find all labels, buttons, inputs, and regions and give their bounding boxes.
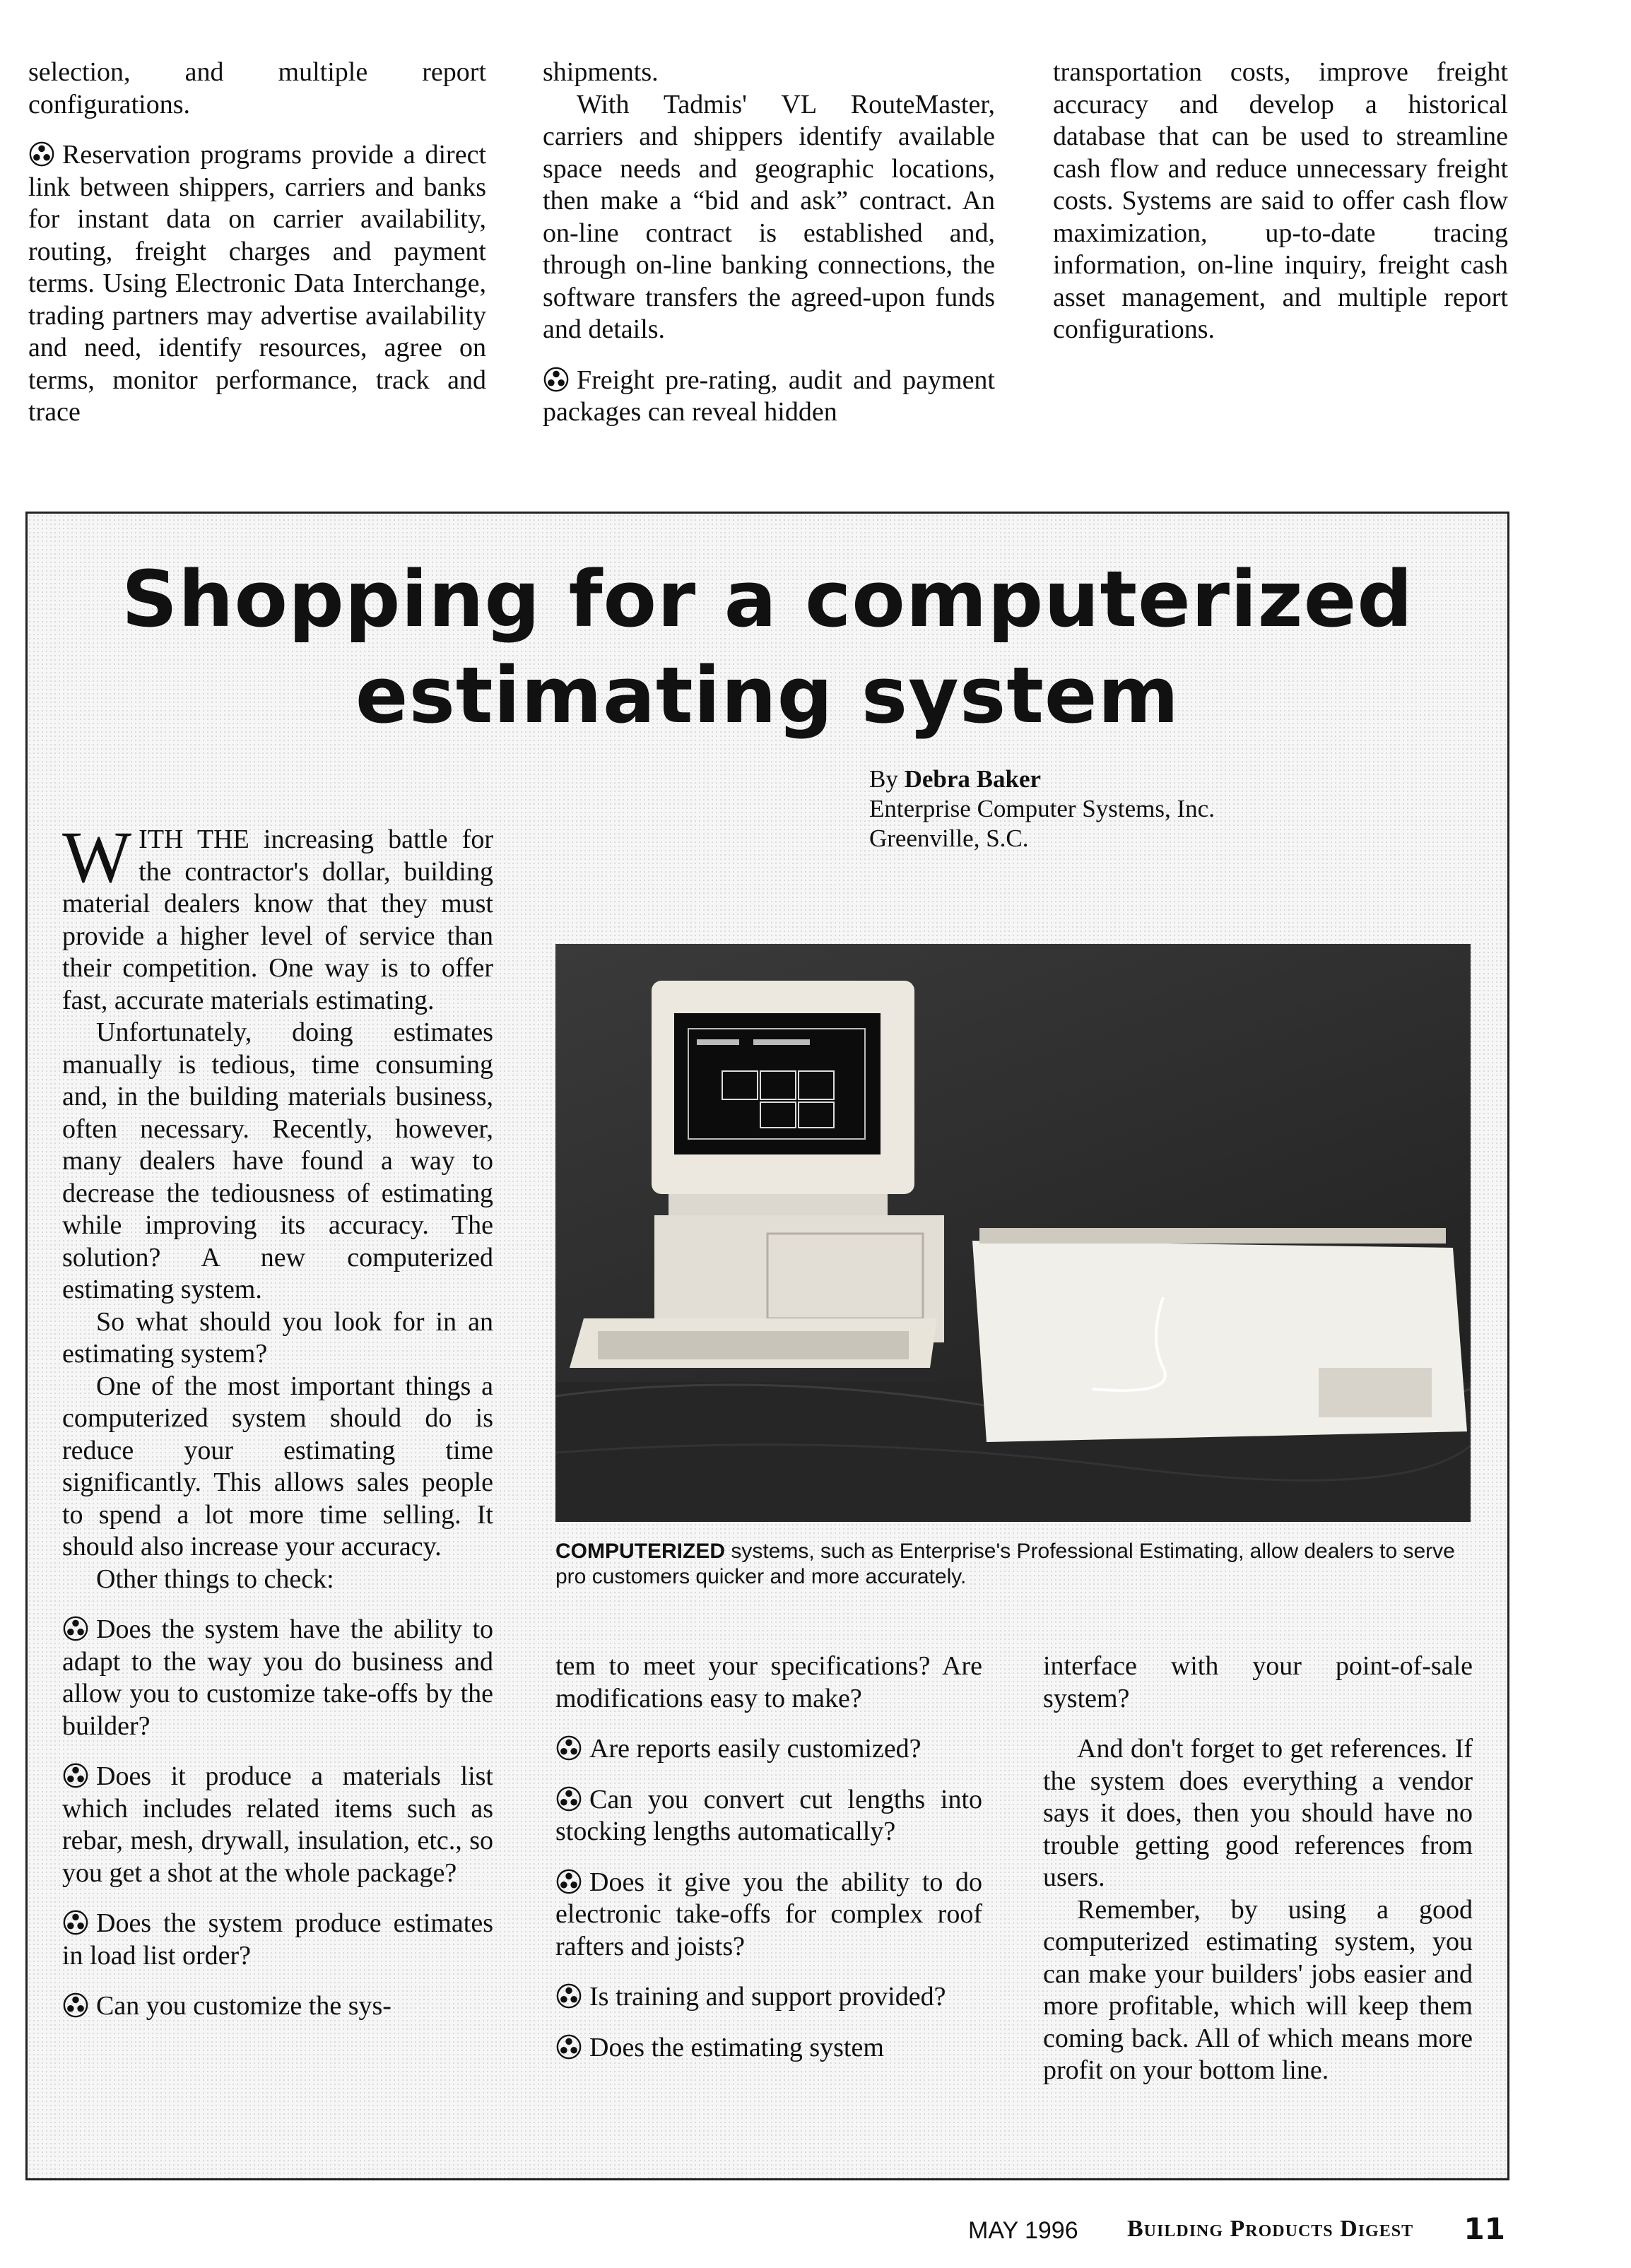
- trefoil-bullet-icon: [555, 1735, 582, 1761]
- photo-illustration: [555, 944, 1471, 1522]
- page-footer: [968, 2211, 1505, 2247]
- checklist-item: Is training and support provided?: [555, 1981, 982, 2014]
- checklist-item: Can you convert cut lengths into stocking lengths automatically?: [555, 1784, 982, 1846]
- headline-line-1: Shopping for a computerized: [121, 554, 1414, 644]
- paragraph: selection, and multiple report configurations.: [28, 57, 486, 119]
- byline: [869, 764, 1215, 854]
- byline-by: By: [869, 765, 898, 793]
- checklist-item: Does the estimating system: [555, 2032, 982, 2065]
- issue-date: MAY 1996: [968, 2217, 1078, 2244]
- caption-lead: COMPUTERIZED: [555, 1540, 725, 1563]
- paragraph: interface with your point-of-sale system?: [1043, 1651, 1473, 1713]
- trefoil-bullet-icon: [555, 1785, 582, 1812]
- trefoil-bullet-icon: [62, 1909, 89, 1936]
- top-column-2: [543, 57, 995, 429]
- trefoil-bullet-icon: [555, 2033, 582, 2060]
- paragraph: tem to meet your specifications? Are modifications easy to make?: [555, 1651, 982, 1713]
- paragraph: transportation costs, improve freight accuracy and develop a historical database that can be used to streamline cash flow and reduce unnecessary freight costs. Systems are said to offer cash flow maximization, up-to-date tracing information, on-line inquiry, freight cash asset management, and multiple report configurations.: [1053, 57, 1508, 344]
- trefoil-bullet-icon: [555, 1868, 582, 1895]
- top-column-3: [1053, 57, 1508, 346]
- byline-company: Enterprise Computer Systems, Inc.: [869, 795, 1215, 822]
- top-column-1: [28, 57, 486, 429]
- checklist-item: Can you customize the sys-: [62, 1990, 493, 2023]
- photo-caption: [555, 1539, 1474, 1590]
- paragraph: So what should you look for in an estimating system?: [62, 1306, 493, 1369]
- paragraph: And don't forget to get references. If the system does everything a vendor says it does, then you should have no trouble getting good references from users.: [1043, 1734, 1473, 1892]
- trefoil-bullet-icon: [62, 1762, 89, 1789]
- page-number: 11: [1464, 2211, 1505, 2246]
- trefoil-bullet-icon: [543, 366, 570, 393]
- trefoil-bullet-icon: [62, 1615, 89, 1642]
- drop-cap: W: [62, 817, 132, 898]
- article-column-right: [1043, 1650, 1473, 2087]
- article-column-middle: [555, 1650, 982, 2064]
- opening-paragraph: WITH THE increasing battle for the contractor's dollar, building material dealers know that they must provide a higher level of service than their competition. One way is to offer fast, accurate materials estimating.: [62, 817, 493, 1015]
- bullet-paragraph: Reservation programs provide a direct link between shippers, carriers and banks for instant data on carrier availability, routing, freight charges and payment terms. Using Electronic Data Interchange, trading partners may advertise availability and need, identify resources, agree on terms, monitor performance, track and trace: [28, 140, 486, 427]
- article-column-left: [62, 817, 493, 2023]
- checklist-item: Does it produce a materials list which includes related items such as rebar, mesh, drywall, insulation, etc., so you get a shot at the whole package?: [62, 1761, 493, 1888]
- publication-name: Building Products Digest: [1127, 2216, 1414, 2242]
- trefoil-bullet-icon: [28, 141, 55, 167]
- checklist-item: Are reports easily customized?: [555, 1733, 982, 1766]
- trefoil-bullet-icon: [62, 1992, 89, 2019]
- byline-author: Debra Baker: [904, 765, 1042, 793]
- bullet-paragraph: Freight pre-rating, audit and payment packages can reveal hidden: [543, 365, 995, 427]
- paragraph: With Tadmis' VL RouteMaster, carriers and shippers identify available space needs and geographic locations, then make a “bid and ask” contract. An on-line contract is established and, through on-line banking connections, the software transfers the agreed-upon funds and details.: [543, 89, 995, 344]
- paragraph: Remember, by using a good computerized estimating system, you can make your builders' jobs easier and more profitable, which will keep them coming back. All of which means more profit on your bottom line.: [1043, 1894, 1473, 2085]
- byline-location: Greenville, S.C.: [869, 825, 1029, 852]
- computer-workstation-photo: [555, 944, 1471, 1522]
- paragraph: Unfortunately, doing estimates manually is tedious, time consuming and, in the building materials business, often necessary. Recently, however, many dealers have found a way to decrease the tediousness of estimating while improving its accuracy. The solution? A new computerized estimating system.: [62, 1017, 493, 1304]
- headline-line-2: estimating system: [355, 650, 1180, 740]
- checklist-item: Does the system have the ability to adapt to the way you do business and allow you to customize take-offs by the builder?: [62, 1614, 493, 1741]
- article-headline: [25, 551, 1509, 743]
- paragraph: shipments.: [543, 57, 659, 87]
- checklist-item: Does it give you the ability to do electronic take-offs for complex roof rafters and joists?: [555, 1867, 982, 1961]
- paragraph: Other things to check:: [96, 1564, 334, 1594]
- checklist-item: Does the system produce estimates in load list order?: [62, 1908, 493, 1971]
- caption-text: systems, such as Enterprise's Professional Estimating, allow dealers to serve pro customers quicker and more accurately.: [555, 1540, 1455, 1588]
- trefoil-bullet-icon: [555, 1983, 582, 2009]
- paragraph: One of the most important things a computerized system should do is reduce your estimating time significantly. This allows sales people to spend a lot more time selling. It should also increase your accuracy.: [62, 1371, 493, 1561]
